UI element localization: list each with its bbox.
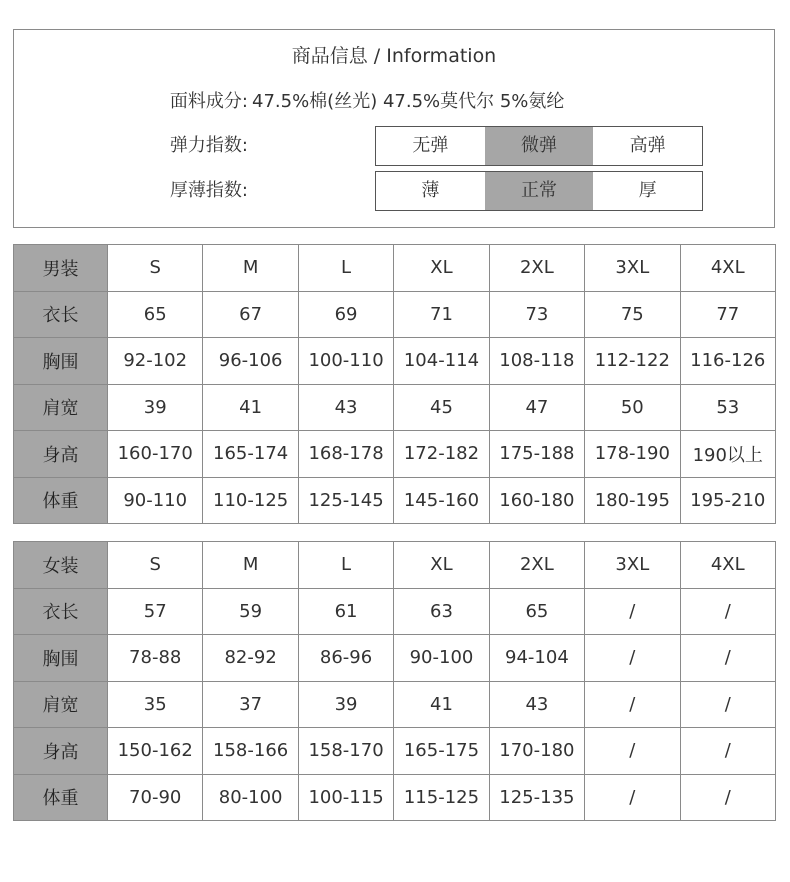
women-row-label: 身高 — [14, 728, 108, 775]
women-table-cell: 78-88 — [108, 635, 203, 682]
women-table-cell: / — [680, 681, 775, 728]
women-table-row — [14, 588, 776, 635]
women-table-row — [14, 635, 776, 682]
women-table-cell: 170-180 — [489, 728, 584, 775]
women-size-table — [13, 541, 776, 821]
women-table-cell: / — [585, 681, 680, 728]
men-table-cell: 100-110 — [298, 338, 393, 385]
men-table-cell: 41 — [203, 384, 298, 431]
men-table-cell: 53 — [680, 384, 775, 431]
women-table-cell: 37 — [203, 681, 298, 728]
men-table-cell: 175-188 — [489, 431, 584, 478]
women-table-cell: 61 — [298, 588, 393, 635]
info-title: 商品信息 / Information — [291, 45, 497, 67]
women-table-cell: 57 — [108, 588, 203, 635]
men-table-cell: 90-110 — [108, 477, 203, 524]
women-row-label: 体重 — [14, 774, 108, 821]
elastic-scale — [375, 126, 703, 166]
elastic-option-slight: 微弹 — [485, 127, 594, 165]
women-table-cell: / — [585, 588, 680, 635]
women-table-cell: 125-135 — [489, 774, 584, 821]
women-table-cell: / — [585, 728, 680, 775]
men-table-row — [14, 291, 776, 338]
women-table-row — [14, 681, 776, 728]
women-header-row — [14, 542, 776, 589]
men-table-cell: 180-195 — [585, 477, 680, 524]
women-table-cell: 94-104 — [489, 635, 584, 682]
men-size-label: 2XL — [489, 245, 584, 292]
women-size-label: M — [203, 542, 298, 589]
men-row-label: 肩宽 — [14, 384, 108, 431]
men-table-row — [14, 431, 776, 478]
men-table-cell: 75 — [585, 291, 680, 338]
women-table-cell: 86-96 — [298, 635, 393, 682]
men-table-cell: 43 — [298, 384, 393, 431]
women-table-cell: 41 — [394, 681, 489, 728]
women-table-cell: / — [585, 635, 680, 682]
men-row-label: 胸围 — [14, 338, 108, 385]
men-table-cell: 77 — [680, 291, 775, 338]
women-table-cell: 115-125 — [394, 774, 489, 821]
women-size-label: 2XL — [489, 542, 584, 589]
men-size-label: S — [108, 245, 203, 292]
thickness-label: 厚薄指数: — [169, 180, 248, 201]
men-table-cell: 172-182 — [394, 431, 489, 478]
men-size-label: 4XL — [680, 245, 775, 292]
women-table-row — [14, 774, 776, 821]
men-table-row — [14, 338, 776, 385]
fabric-value: 47.5%棉(丝光) 47.5%莫代尔 5%氨纶 — [252, 91, 565, 112]
men-table-row — [14, 477, 776, 524]
men-table-cell: 65 — [108, 291, 203, 338]
men-table-cell: 165-174 — [203, 431, 298, 478]
women-table-cell: 59 — [203, 588, 298, 635]
women-table-cell: / — [680, 635, 775, 682]
thickness-option-thick: 厚 — [638, 180, 657, 201]
product-info-box — [13, 29, 775, 228]
men-size-label: 3XL — [585, 245, 680, 292]
men-table-row — [14, 384, 776, 431]
women-size-label: S — [108, 542, 203, 589]
men-row-label: 衣长 — [14, 291, 108, 338]
men-table-cell: 195-210 — [680, 477, 775, 524]
thickness-scale — [375, 171, 703, 211]
women-size-label: 4XL — [680, 542, 775, 589]
women-row-label: 衣长 — [14, 588, 108, 635]
men-table-cell: 39 — [108, 384, 203, 431]
women-table-cell: / — [680, 728, 775, 775]
women-table-cell: 80-100 — [203, 774, 298, 821]
fabric-row — [142, 87, 564, 113]
men-table-cell: 69 — [298, 291, 393, 338]
men-table-cell: 67 — [203, 291, 298, 338]
women-table-cell: 43 — [489, 681, 584, 728]
women-table-cell: 165-175 — [394, 728, 489, 775]
men-table-cell: 178-190 — [585, 431, 680, 478]
men-size-label: M — [203, 245, 298, 292]
men-size-label: L — [298, 245, 393, 292]
women-table-cell: / — [585, 774, 680, 821]
men-table-cell: 125-145 — [298, 477, 393, 524]
men-table-cell: 160-170 — [108, 431, 203, 478]
men-row-label: 身高 — [14, 431, 108, 478]
women-size-label: L — [298, 542, 393, 589]
women-table-cell: 158-170 — [298, 728, 393, 775]
men-table-cell: 73 — [489, 291, 584, 338]
women-size-label: XL — [394, 542, 489, 589]
men-table-cell: 112-122 — [585, 338, 680, 385]
men-size-table — [13, 244, 776, 524]
women-table-row — [14, 728, 776, 775]
men-table-cell: 190以上 — [680, 431, 775, 478]
women-size-label: 3XL — [585, 542, 680, 589]
women-row-label: 女装 — [14, 542, 108, 589]
women-table-cell: 158-166 — [203, 728, 298, 775]
women-table-cell: / — [680, 774, 775, 821]
women-table-cell: 65 — [489, 588, 584, 635]
women-row-label: 肩宽 — [14, 681, 108, 728]
men-size-label: XL — [394, 245, 489, 292]
men-table-cell: 110-125 — [203, 477, 298, 524]
women-table-cell: 63 — [394, 588, 489, 635]
men-table-cell: 104-114 — [394, 338, 489, 385]
women-table-cell: 70-90 — [108, 774, 203, 821]
women-table-cell: 39 — [298, 681, 393, 728]
elastic-option-high: 高弹 — [629, 135, 666, 156]
women-table-cell: 90-100 — [394, 635, 489, 682]
women-table-cell: 35 — [108, 681, 203, 728]
men-table-cell: 145-160 — [394, 477, 489, 524]
men-table-cell: 47 — [489, 384, 584, 431]
fabric-label: 面料成分: — [169, 91, 248, 112]
men-table-cell: 168-178 — [298, 431, 393, 478]
men-header-row — [14, 245, 776, 292]
men-table-cell: 160-180 — [489, 477, 584, 524]
men-table-cell: 116-126 — [680, 338, 775, 385]
men-table-cell: 96-106 — [203, 338, 298, 385]
men-row-label: 男装 — [14, 245, 108, 292]
men-table-cell: 92-102 — [108, 338, 203, 385]
elastic-option-none: 无弹 — [412, 135, 449, 156]
women-table-cell: 150-162 — [108, 728, 203, 775]
women-table-cell: 82-92 — [203, 635, 298, 682]
men-table-cell: 45 — [394, 384, 489, 431]
elastic-label: 弹力指数: — [169, 135, 248, 156]
thickness-option-normal: 正常 — [485, 172, 594, 210]
men-table-cell: 50 — [585, 384, 680, 431]
thickness-option-thin: 薄 — [421, 180, 440, 201]
women-table-cell: 100-115 — [298, 774, 393, 821]
men-row-label: 体重 — [14, 477, 108, 524]
women-table-cell: / — [680, 588, 775, 635]
women-row-label: 胸围 — [14, 635, 108, 682]
men-table-cell: 108-118 — [489, 338, 584, 385]
men-table-cell: 71 — [394, 291, 489, 338]
